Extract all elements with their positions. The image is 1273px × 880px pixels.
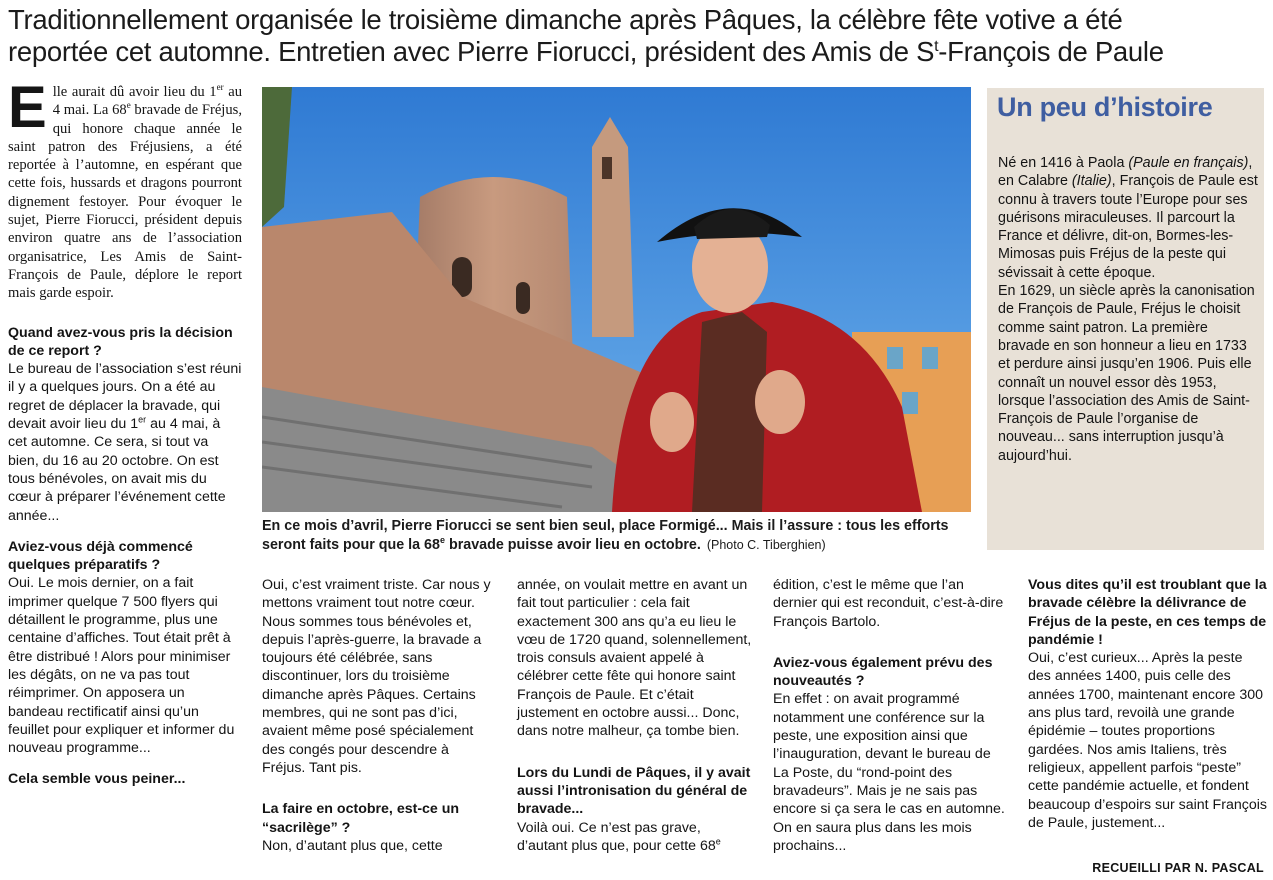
sidebar-p1-b: , en Calabre [998, 155, 1253, 190]
sidebar-p1-italic-2: (Italie) [1071, 173, 1112, 190]
intro-text-1: lle aurait dû avoir lieu du 1 [52, 84, 217, 100]
article-headline [8, 4, 1270, 68]
building-window [902, 392, 918, 414]
answer-5-start [517, 819, 753, 856]
question-5: Lors du Lundi de Pâques, il y avait aussi l’intronisation du général de bravade... [517, 764, 751, 818]
answer-3: Oui, c’est vraiment triste. Car nous y mettons vraiment tout notre cœur. Nous sommes tous bénévoles et, depuis l’après-guerre, la bravade a toujours été célébrée, sans discontinuer, lors du troisième dimanche après Pâques. Certains membres, qui ne sont pas d’ici, avaient même posé spécialement des congés pour descendre à Fréjus. Tant pis. [262, 577, 491, 776]
tower-window [516, 282, 530, 314]
sidebar-title: Un peu d’histoire [997, 92, 1213, 122]
hand-left [650, 392, 694, 452]
question-2: Aviez-vous déjà commencé quelques préparatifs ? [8, 538, 193, 574]
sidebar-paragraph-2: En 1629, un siècle après la canonisation de François de Paule, Fréjus le choisit comme saint patron. La première bravade en son honneur a lieu en 1733 et perdure ainsi jusqu’en 1906. Puis elle connaît un nouvel essor dès 1953, lorsque l’association des Amis de Saint-François de Paule l’organise de nouveau... sans interruption jusqu’à aujourd’hui. [998, 283, 1255, 464]
photo-credit: (Photo C. Tiberghien) [706, 537, 826, 552]
article-byline: RECUEILLI PAR N. PASCAL [1092, 861, 1264, 875]
caption-text-b: bravade puisse avoir lieu en octobre. [444, 536, 701, 553]
column-5 [1028, 576, 1268, 832]
headline-superscript: t [934, 37, 939, 55]
question-4: La faire en octobre, est-ce un “sacrilège” ? [262, 801, 460, 836]
drop-cap: E [8, 75, 47, 140]
building-window [922, 347, 938, 369]
sidebar-paragraph-1 [998, 154, 1258, 282]
tower-window [602, 157, 612, 179]
headline-line-2-start: reportée cet automne. Entretien avec Pierre Fiorucci, président des Amis de S [8, 36, 935, 67]
intro-sup-1: er [216, 82, 224, 93]
answer-2: Oui. Le mois dernier, on a fait imprimer quelque 7 500 flyers qui détaillent le programme, plus une centaine d’affiches. Tout était prêt à être distribué ! Alors pour minimiser les dégâts, on ne va pas tout réimprimer. On apposera un bandeau rectificatif ainsi qu’un feuillet pour expliquer et informer du nouveau programme... [8, 575, 235, 757]
bell-tower [592, 117, 634, 337]
question-1: Quand avez-vous pris la décision de ce report ? [8, 324, 233, 359]
article-photo [262, 87, 971, 512]
answer-1-sup: er [138, 414, 147, 425]
sidebar-p1-c: , François de Paule est connu à travers toute l’Europe pour ses guérisons miraculeuses. Il parcourt la France et délivre, dit-on, Bormes-les-Mimosas puis Fréjus de la peste qui sévissait à cette époque. [998, 173, 1258, 281]
answer-5-sup: e [715, 836, 721, 847]
patterned-vest [692, 312, 767, 512]
answer-5-start-text: Voilà oui. Ce n’est pas grave, d’autant plus que, pour cette 68 [517, 819, 716, 854]
history-sidebar [987, 88, 1264, 550]
photo-illustration [262, 87, 971, 512]
answer-5-continued: édition, c’est le même que l’an dernier qui est reconduit, c’est-à-dire François Bartolo. [773, 577, 1004, 630]
intro-paragraph [8, 75, 242, 303]
column-4 [773, 576, 1009, 855]
answer-1 [8, 360, 242, 525]
headline-line-2-end: -François de Paule [938, 36, 1164, 67]
column-1 [8, 75, 242, 789]
answer-4-continued: année, on voulait mettre en avant un fait tout particulier : cela fait exactement 300 ans qu’a eu lieu le vœu de 1720 quand, solennellement, trois consuls avaient appelé à célébrer cette fête qui honore saint François de Paule. Et c’était justement en octobre aussi... Donc, dans notre malheur, ça tombe bien. [517, 577, 752, 740]
caption-text-a: En ce mois d’avril, Pierre Fiorucci se sent bien seul, place Formigé... Mais il l’assure : tous les efforts seront faits pour que la 68 [262, 518, 949, 553]
headline-line-2 [8, 36, 1270, 68]
answer-1-text-a: Le bureau de l’association s’est réuni il y a quelques jours. On a été au regret de déplacer la bravade, qui devait avoir lieu du 1 [8, 361, 242, 433]
caption-sup: e [439, 534, 445, 545]
sidebar-p1-a: Né en 1416 à Paola [998, 155, 1129, 171]
question-7: Vous dites qu’il est troublant que la bravade célèbre la délivrance de Fréjus de la peste, en ces temps de pandémie ! [1028, 577, 1267, 648]
answer-6: En effet : on avait programmé notamment une conférence sur la peste, une exposition ainsi que l’inauguration, devant le bureau de La Poste, du “rond-point des bravadeurs”. Mais je ne sais pas encore si ça sera le cas en automne. On en saura plus dans les mois prochains... [773, 691, 1005, 854]
intro-sup-2: e [126, 100, 131, 111]
answer-7: Oui, c’est curieux... Après la peste des années 1400, puis celle des années 1700, maintenant encore 300 ans plus tard, revoilà une grande épidémie – toutes proportions gardées. Nos amis Italiens, très religieux, appellent parfois “peste” cette pandémie actuelle, et fondent beaucoup d’espoirs sur saint François de Paule, justement... [1028, 650, 1267, 831]
sidebar-p1-italic-1: (Paule en français) [1128, 155, 1249, 171]
intro-text-3: bravade de Fréjus, qui honore chaque année le saint patron des Fréjusiens, a été reportée à l’automne, en espérant que cette fois, hussards et dragons pourront dignement festoyer. Pour évoquer le sujet, Pierre Fiorucci, président depuis environ quatre ans de l’association organisatrice, Les Amis de Saint-François de Paule, déplore le report mais garde espoir. [8, 102, 242, 302]
headline-line-1: Traditionnellement organisée le troisième dimanche après Pâques, la célèbre fête votive a été [8, 4, 1123, 35]
column-2 [262, 576, 494, 855]
photo-caption [262, 517, 974, 554]
hand-right [755, 370, 805, 434]
answer-1-text-b: au 4 mai, à cet automne. Ce sera, si tout va bien, du 16 au 20 octobre. On est tous bénévoles, on avait mis du cœur à préparer l’événement cette année... [8, 416, 226, 524]
sidebar-body [998, 154, 1258, 465]
answer-4-start: Non, d’autant plus que, cette [262, 837, 443, 854]
building-window [887, 347, 903, 369]
intro-text-2: au 4 mai. La 68 [52, 84, 242, 119]
question-6: Aviez-vous également prévu des nouveautés ? [773, 654, 993, 690]
question-3: Cela semble vous peiner... [8, 771, 186, 788]
column-3 [517, 576, 753, 855]
